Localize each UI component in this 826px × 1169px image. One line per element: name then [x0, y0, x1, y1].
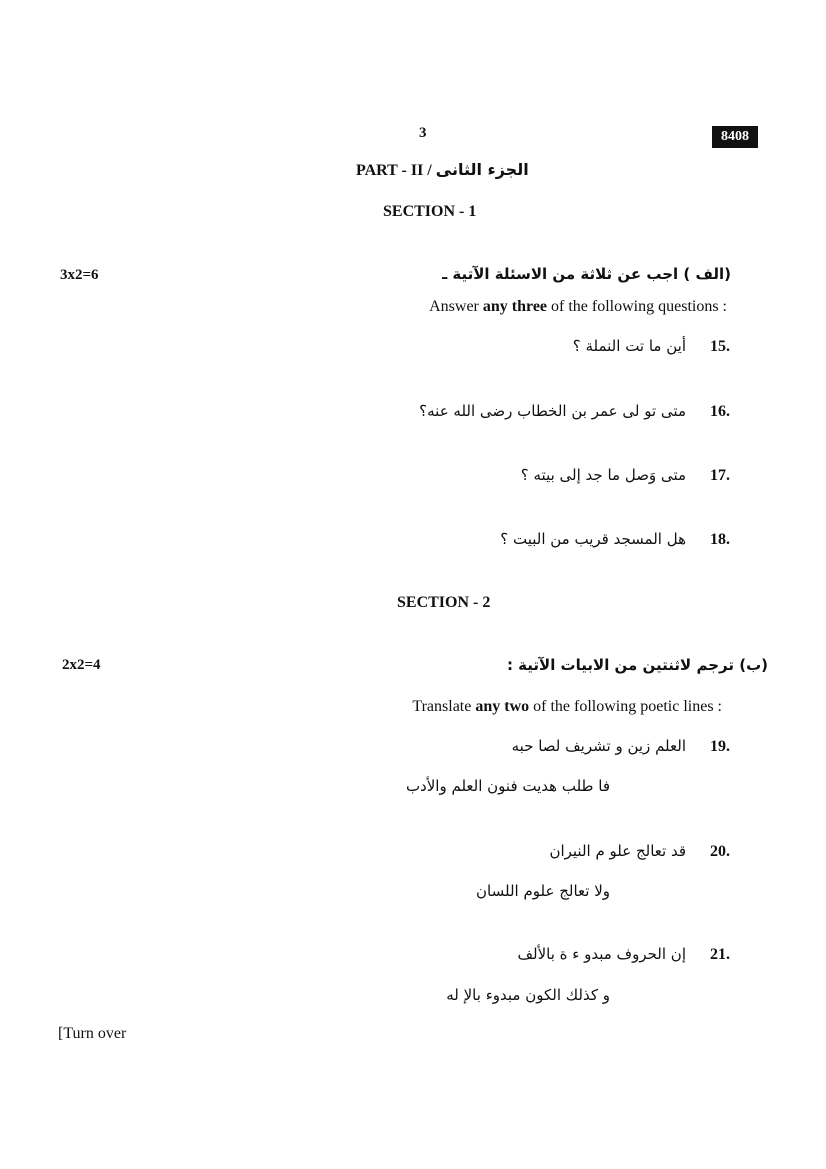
question-17 [521, 466, 730, 485]
instruction-en-bold: any three [482, 298, 548, 315]
question-15 [573, 337, 730, 356]
question-19 [512, 737, 730, 756]
instruction-en-post: of the following poetic lines : [529, 698, 722, 715]
question-number: 21. [710, 946, 730, 963]
question-number: 18. [710, 531, 730, 548]
section-2-instruction-en [412, 698, 722, 716]
section-1-title: SECTION - 1 [383, 203, 477, 220]
question-number: 15. [710, 338, 730, 355]
question-text: أين ما تت النملة ؟ [572, 337, 686, 355]
couplet-line-1: قد تعالج علو م النيران [549, 842, 686, 860]
question-number: 19. [710, 738, 730, 755]
couplet-line-1: إن الحروف مبدو ء ة بالألف [517, 945, 686, 963]
question-number: 16. [710, 403, 730, 420]
question-18 [500, 530, 730, 549]
question-text: هل المسجد قريب من البيت ؟ [500, 530, 686, 548]
part-title [356, 160, 529, 180]
instruction-en-pre: Translate [412, 698, 476, 715]
couplet-line-1: العلم زين و تشريف لصا حبه [511, 737, 686, 755]
question-16 [419, 402, 730, 421]
section-2-instruction-ar: (ب) ترجم لاثنتين من الابيات الآتية : [506, 656, 768, 674]
question-21 [517, 945, 730, 964]
section-2-title: SECTION - 2 [397, 594, 491, 611]
part-title-ar: الجزء الثانى [435, 160, 529, 179]
couplet-line-2: ولا تعالج علوم اللسان [476, 882, 610, 900]
question-number: 17. [710, 467, 730, 484]
section-1-marks: 3x2=6 [60, 267, 99, 283]
question-text: متى وَصل ما جد إلى بيته ؟ [520, 466, 686, 484]
page-number: 3 [419, 125, 427, 141]
question-number: 20. [710, 843, 730, 860]
section-2-marks: 2x2=4 [62, 657, 101, 673]
instruction-en-pre: Answer [429, 298, 483, 315]
turn-over-note: [Turn over [58, 1025, 127, 1042]
part-title-en: PART - II / [356, 162, 432, 179]
instruction-en-bold: any two [475, 698, 530, 715]
question-text: متى تو لى عمر بن الخطاب رضى الله عنه؟ [419, 402, 686, 420]
instruction-en-post: of the following questions : [547, 298, 727, 315]
question-20 [549, 842, 730, 861]
couplet-line-2: فا طلب هديت فنون العلم والأدب [405, 777, 610, 795]
paper-code-badge: 8408 [712, 126, 758, 148]
couplet-line-2: و كذلك الكون مبدوء بالإ له [446, 986, 610, 1004]
section-1-instruction-ar: (الف ) اجب عن ثلاثة من الاسئلة الآتية ـ [442, 265, 731, 283]
section-1-instruction-en [429, 298, 727, 316]
